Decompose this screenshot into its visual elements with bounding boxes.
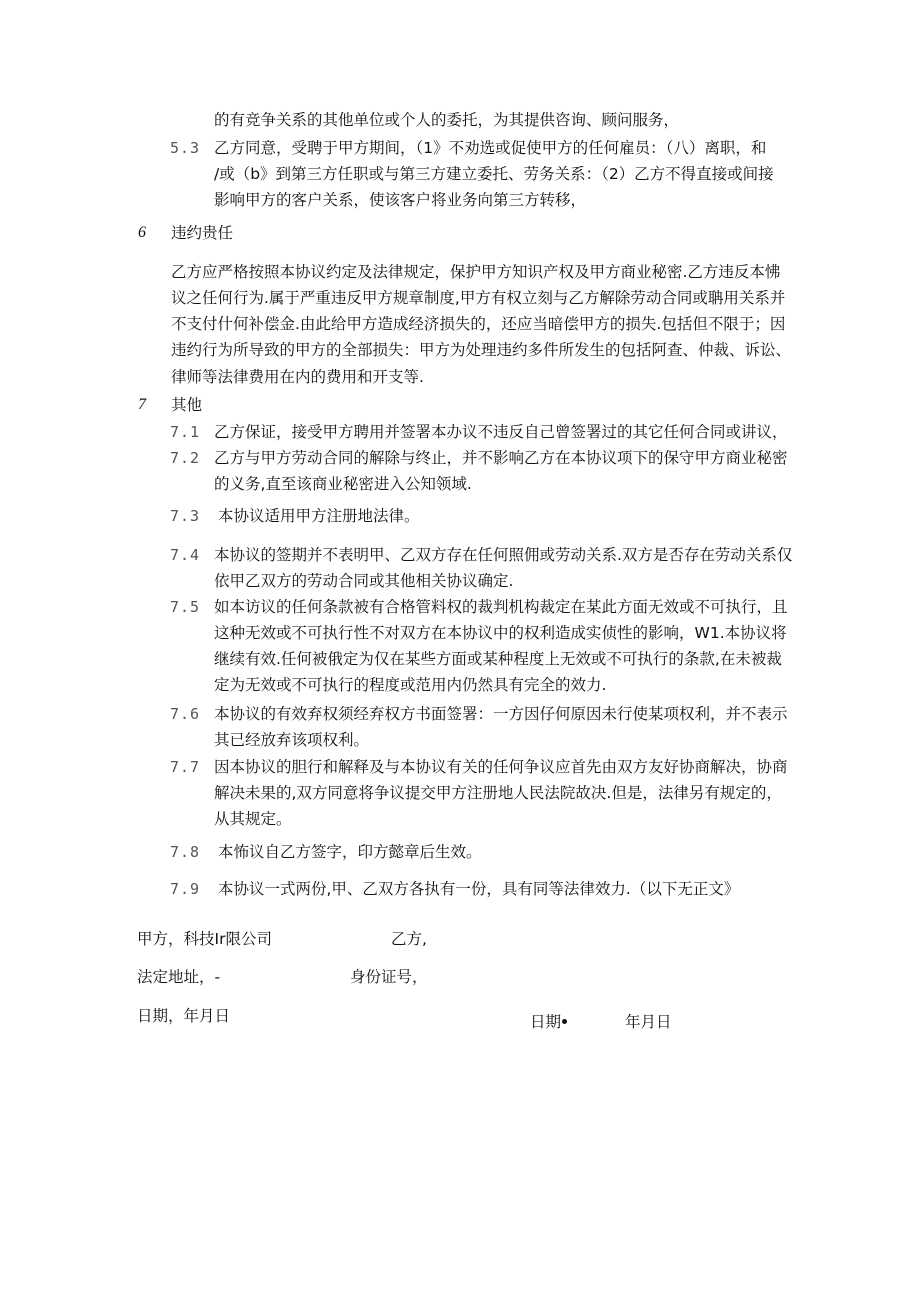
clause-7-5-line-1: 如本访议的任何条款被有合格管料权的裁判机构裁定在某此方面无效或不可执行，且: [214, 598, 788, 616]
clause-7-7-line-2: 解决未果的,双方同意将争议提交甲方注册地人民法院故决.但是，法律另有规定的，: [214, 784, 782, 802]
party-b-date-label: 日期: [530, 1013, 562, 1031]
clause-7-7-line-1: 因本协议的胆行和解释及与本协议有关的任何争议应首先由双方友好协商解决，协商: [214, 758, 788, 776]
section-7-number: 7: [138, 396, 146, 413]
clause-7-2-line-2: 的义务,直至该商业秘密进入公知领域.: [214, 475, 472, 493]
clause-7-5-line-4: 定为无效或不可执行的程度或范用内仍然具有完全的效力.: [214, 676, 607, 694]
section-7-title: 其他: [171, 396, 203, 414]
clause-7-2-number: 7.2: [170, 449, 201, 467]
clause-7-6-number: 7.6: [170, 705, 201, 723]
section-5-2-continuation: 的有竞争关系的其他单位或个人的委托，为其提供咨询、顾问服务，: [214, 111, 680, 129]
clause-7-5-number: 7.5: [170, 598, 201, 616]
clause-7-2-line-1: 乙方与甲方劳动合同的解除与终止，并不影响乙方在本协议项下的保守甲方商业秘密: [214, 449, 788, 467]
party-a-date: 日期，年月日: [137, 1007, 231, 1025]
section-6-line-2: 议之任何行为.属于严重违反甲方规章制度,甲方有权立刻与乙方解除劳动合同或聃用关系并: [171, 289, 786, 307]
clause-7-8-number: 7.8: [170, 843, 201, 861]
clause-5-3-line-3: 影响甲方的客户关系，使该客户将业务向第三方转移，: [214, 191, 587, 209]
section-6-line-3: 不支付什何补偿金.由此给甲方造成经济损失的，还应当暗偿甲方的损失.包括但不限于；因: [171, 315, 786, 333]
clause-5-3-line-1: 乙方同意，受聘于甲方期间，（1》不劝选或促使甲方的任何雇员：（八）离职，和: [214, 139, 767, 157]
legal-address-label: 法定地址，-: [137, 968, 221, 986]
clause-7-6-line-1: 本协议的有效弃权须经弃权方书面签署：一方因仔何原因未行使某项权利，并不表示: [214, 705, 788, 723]
clause-7-3-number: 7.3: [170, 507, 201, 525]
party-b-label: 乙方,: [391, 930, 427, 948]
clause-7-4-number: 7.4: [170, 546, 201, 564]
section-6-line-1: 乙方应严格按照本协议约定及法律规定，保护甲方知识产权及甲方商业秘密.乙方违反本怫: [171, 263, 781, 281]
clause-7-1-line-1: 乙方保证，接受甲方聘用并签署本办议不违反自己曾签署过的其它任何合同或讲议，: [214, 423, 788, 441]
bullet-mark: [562, 1019, 567, 1024]
clause-7-5-line-3: 继续有效.任何被俄定为仅在某些方面或某种程度上无效或不可执行的条款,在未被裁: [214, 650, 782, 668]
party-b-date-value: 年月日: [625, 1013, 672, 1031]
clause-5-3-number: 5.3: [170, 139, 201, 157]
clause-7-4-line-2: 依甲乙双方的劳动合同或其他相关协议确定.: [214, 572, 514, 590]
clause-5-3-line-2: /或（b》到第三方任职或与第三方建立委托、劳务关系：（2）乙方不得直接或间接: [214, 165, 774, 183]
id-number-label: 身份证号，: [350, 968, 428, 986]
clause-7-7-number: 7.7: [170, 758, 201, 776]
clause-7-6-line-2: 其已经放弃该项权利。: [214, 731, 370, 749]
party-a-label: 甲方，科技Ir限公司: [137, 930, 272, 948]
clause-7-9-line-1: 本协议一式两份,甲、乙双方各执有一份，具有同等法律效力.（以下无正文》: [218, 880, 740, 898]
section-6-line-5: 律师等法律费用在内的费用和开支等.: [171, 368, 424, 386]
clause-7-5-line-2: 这种无效或不可执行性不对双方在本协议中的权利造成实侦性的影响，W1.本协议将: [214, 624, 787, 642]
section-6-title: 违约贵任: [171, 224, 234, 242]
clause-7-7-line-3: 从其规定。: [214, 810, 292, 828]
clause-7-9-number: 7.9: [170, 880, 201, 898]
section-6-number: 6: [138, 224, 146, 241]
clause-7-4-line-1: 本协议的签期并不表明甲、乙双方存在任何照佣或劳动关系.双方是否存在劳动关系仅: [214, 546, 793, 564]
section-6-line-4: 违约行为所导致的甲方的全部损失：甲方为处理违约多件所发生的包括阿查、仲裁、诉讼、: [171, 341, 792, 359]
clause-7-8-line-1: 本怖议自乙方签字，印方懿章后生效。: [218, 843, 482, 861]
clause-7-3-line-1: 本协议适用甲方注册地法律。: [218, 507, 420, 525]
clause-7-1-number: 7.1: [170, 423, 201, 441]
